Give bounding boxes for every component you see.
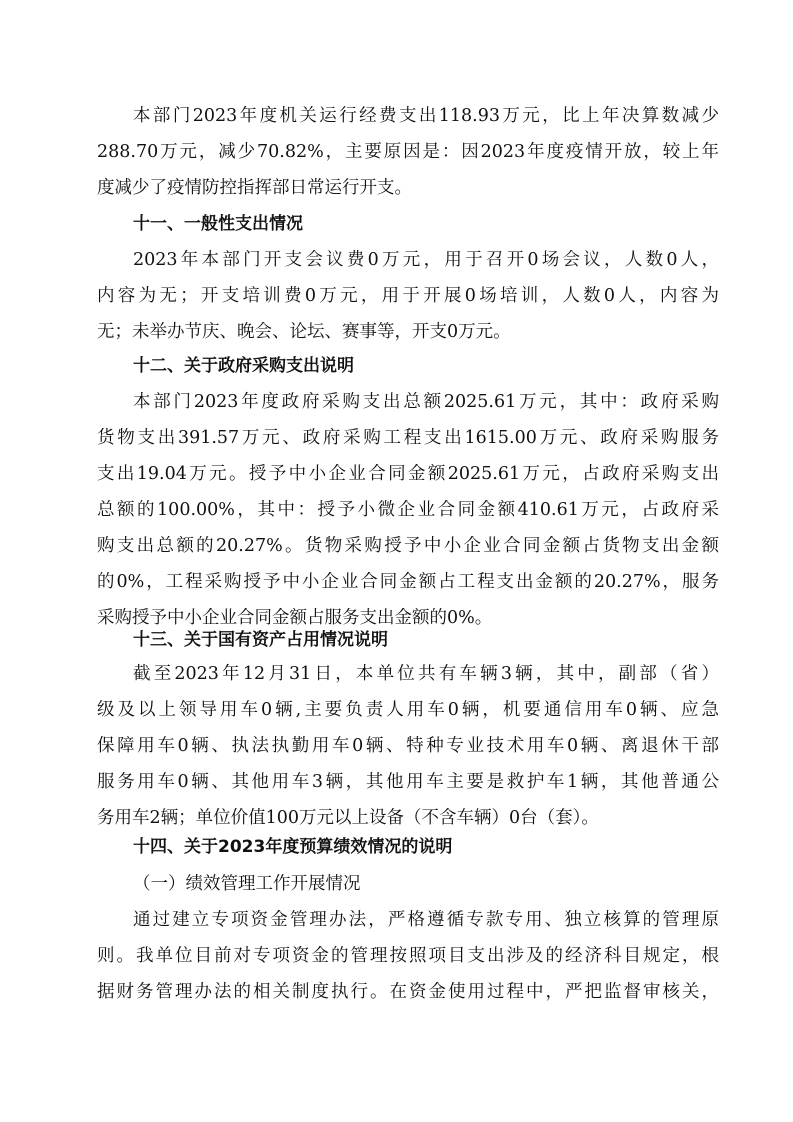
paragraph-general-expenditure: [97, 242, 719, 350]
section-heading-14: 十四、关于2023年度预算绩效情况的说明: [133, 837, 453, 857]
subsection-heading: （一）绩效管理工作开展情况: [133, 874, 361, 894]
paragraph-state-assets: [97, 656, 719, 836]
paragraph-operating-expenses: [97, 98, 719, 206]
paragraph-performance-management: [97, 902, 719, 1010]
section-heading-13: 十三、关于国有资产占用情况说明: [133, 630, 388, 650]
text-line: 度减少了疫情防控指挥部日常运行开支。: [97, 178, 412, 198]
heading-procurement-block: [97, 348, 719, 384]
text-line: 货物支出391.57万元、政府采购工程支出1615.00万元、政府采购服务: [97, 428, 719, 448]
section-heading-11: 十一、一般性支出情况: [133, 214, 303, 234]
text-line: 采购授予中小企业合同金额占服务支出金额的0%。: [97, 608, 493, 628]
text-line: 无；未举办节庆、晚会、论坛、赛事等，开支0万元。: [97, 322, 511, 342]
heading-general-expenditure-block: [97, 206, 719, 242]
heading-state-assets-block: [97, 622, 719, 658]
text-line: 务用车2辆；单位价值100万元以上设备（不含车辆）0台（套）。: [97, 808, 599, 828]
paragraph-procurement: [97, 384, 719, 636]
text-line: 购支出总额的20.27%。货物采购授予中小企业合同金额占货物支出金额: [97, 536, 719, 556]
text-line: 据财务管理办法的相关制度执行。在资金使用过程中，严把监督审核关，: [97, 982, 719, 1002]
text-line: 本部门2023年度机关运行经费支出118.93万元，比上年决算数减少: [133, 106, 719, 126]
text-line: 级及以上领导用车0辆,主要负责人用车0辆，机要通信用车0辆、应急: [97, 700, 719, 720]
text-line: 总额的100.00%，其中：授予小微企业合同金额410.61万元，占政府采: [97, 500, 719, 520]
text-line: 支出19.04万元。授予中小企业合同金额2025.61万元，占政府采购支出: [97, 464, 719, 484]
text-line: 服务用车0辆、其他用车3辆，其他用车主要是救护车1辆，其他普通公: [97, 772, 719, 792]
text-line: 内容为无；开支培训费0万元，用于开展0场培训，人数0人，内容为: [97, 286, 719, 306]
text-line: 通过建立专项资金管理办法，严格遵循专款专用、独立核算的管理原: [133, 910, 719, 930]
text-line: 则。我单位目前对专项资金的管理按照项目支出涉及的经济科目规定，根: [97, 946, 719, 966]
text-line: 的0%，工程采购授予中小企业合同金额占工程支出金额的20.27%，服务: [97, 572, 719, 592]
text-line: 本部门2023年度政府采购支出总额2025.61万元，其中：政府采购: [133, 392, 719, 412]
heading-performance-block: [97, 829, 719, 865]
subheading-performance-management-block: [97, 866, 719, 902]
text-line: 截至2023年12月31日，本单位共有车辆3辆，其中，副部（省）: [133, 664, 719, 684]
text-line: 288.70万元，减少70.82%，主要原因是：因2023年度疫情开放，较上年: [97, 142, 719, 162]
text-line: 保障用车0辆、执法执勤用车0辆、特种专业技术用车0辆、离退休干部: [97, 736, 719, 756]
text-line: 2023年本部门开支会议费0万元，用于召开0场会议，人数0人，: [133, 250, 719, 270]
section-heading-12: 十二、关于政府采购支出说明: [133, 356, 354, 376]
